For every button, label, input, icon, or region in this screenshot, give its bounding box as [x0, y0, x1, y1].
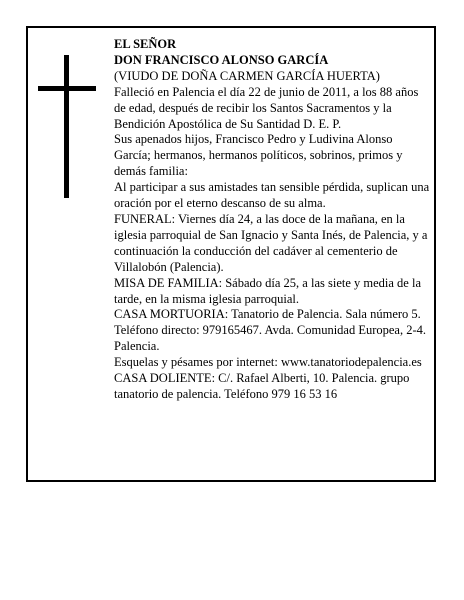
prayer-request: Al participar a sus amistades tan sensible pérdida, suplican una oración por el eterno descanso de su alma.: [114, 180, 430, 211]
funeral-home-info: CASA MORTUORIA: Tanatorio de Palencia. Sala número 5. Teléfono directo: 979165467. Avda. Comunidad Europea, 2-4. Palencia.: [114, 307, 427, 354]
family-home-info: CASA DOLIENTE: C/. Rafael Alberti, 10. Palencia. grupo tanatorio de palencia. Teléfono 979 16 53 16: [114, 371, 410, 401]
cross-icon-bar: [38, 86, 96, 91]
deceased-spouse: (VIUDO DE DOÑA CARMEN GARCÍA HUERTA): [114, 68, 380, 83]
death-announcement: Falleció en Palencia el día 22 de junio de 2011, a los 88 años de edad, después de recibir los Santos Sacramentos y la Bendición Apostólica de Su Santidad D. E. P.: [114, 84, 419, 131]
deceased-name: DON FRANCISCO ALONSO GARCÍA: [114, 52, 329, 67]
online-condolences: Esquelas y pésames por internet: www.tanatoriodepalencia.es: [114, 355, 422, 370]
family-mass-info: MISA DE FAMILIA: Sábado día 25, a las siete y media de la tarde, en la misma iglesia parroquial.: [114, 275, 422, 306]
deceased-title: EL SEÑOR: [114, 37, 177, 51]
family-mourners: Sus apenados hijos, Francisco Pedro y Ludivina Alonso García; hermanos, hermanos políticos, sobrinos, primos y demás familia:: [114, 132, 403, 179]
funeral-info: FUNERAL: Viernes día 24, a las doce de la mañana, en la iglesia parroquial de San Ignacio y Santa Inés, de Palencia, y a continuación la conducción del cadáver al cementerio de Villalobón (Palencia).: [114, 211, 428, 274]
notice-body: [114, 37, 430, 403]
cross-icon: [64, 55, 69, 198]
